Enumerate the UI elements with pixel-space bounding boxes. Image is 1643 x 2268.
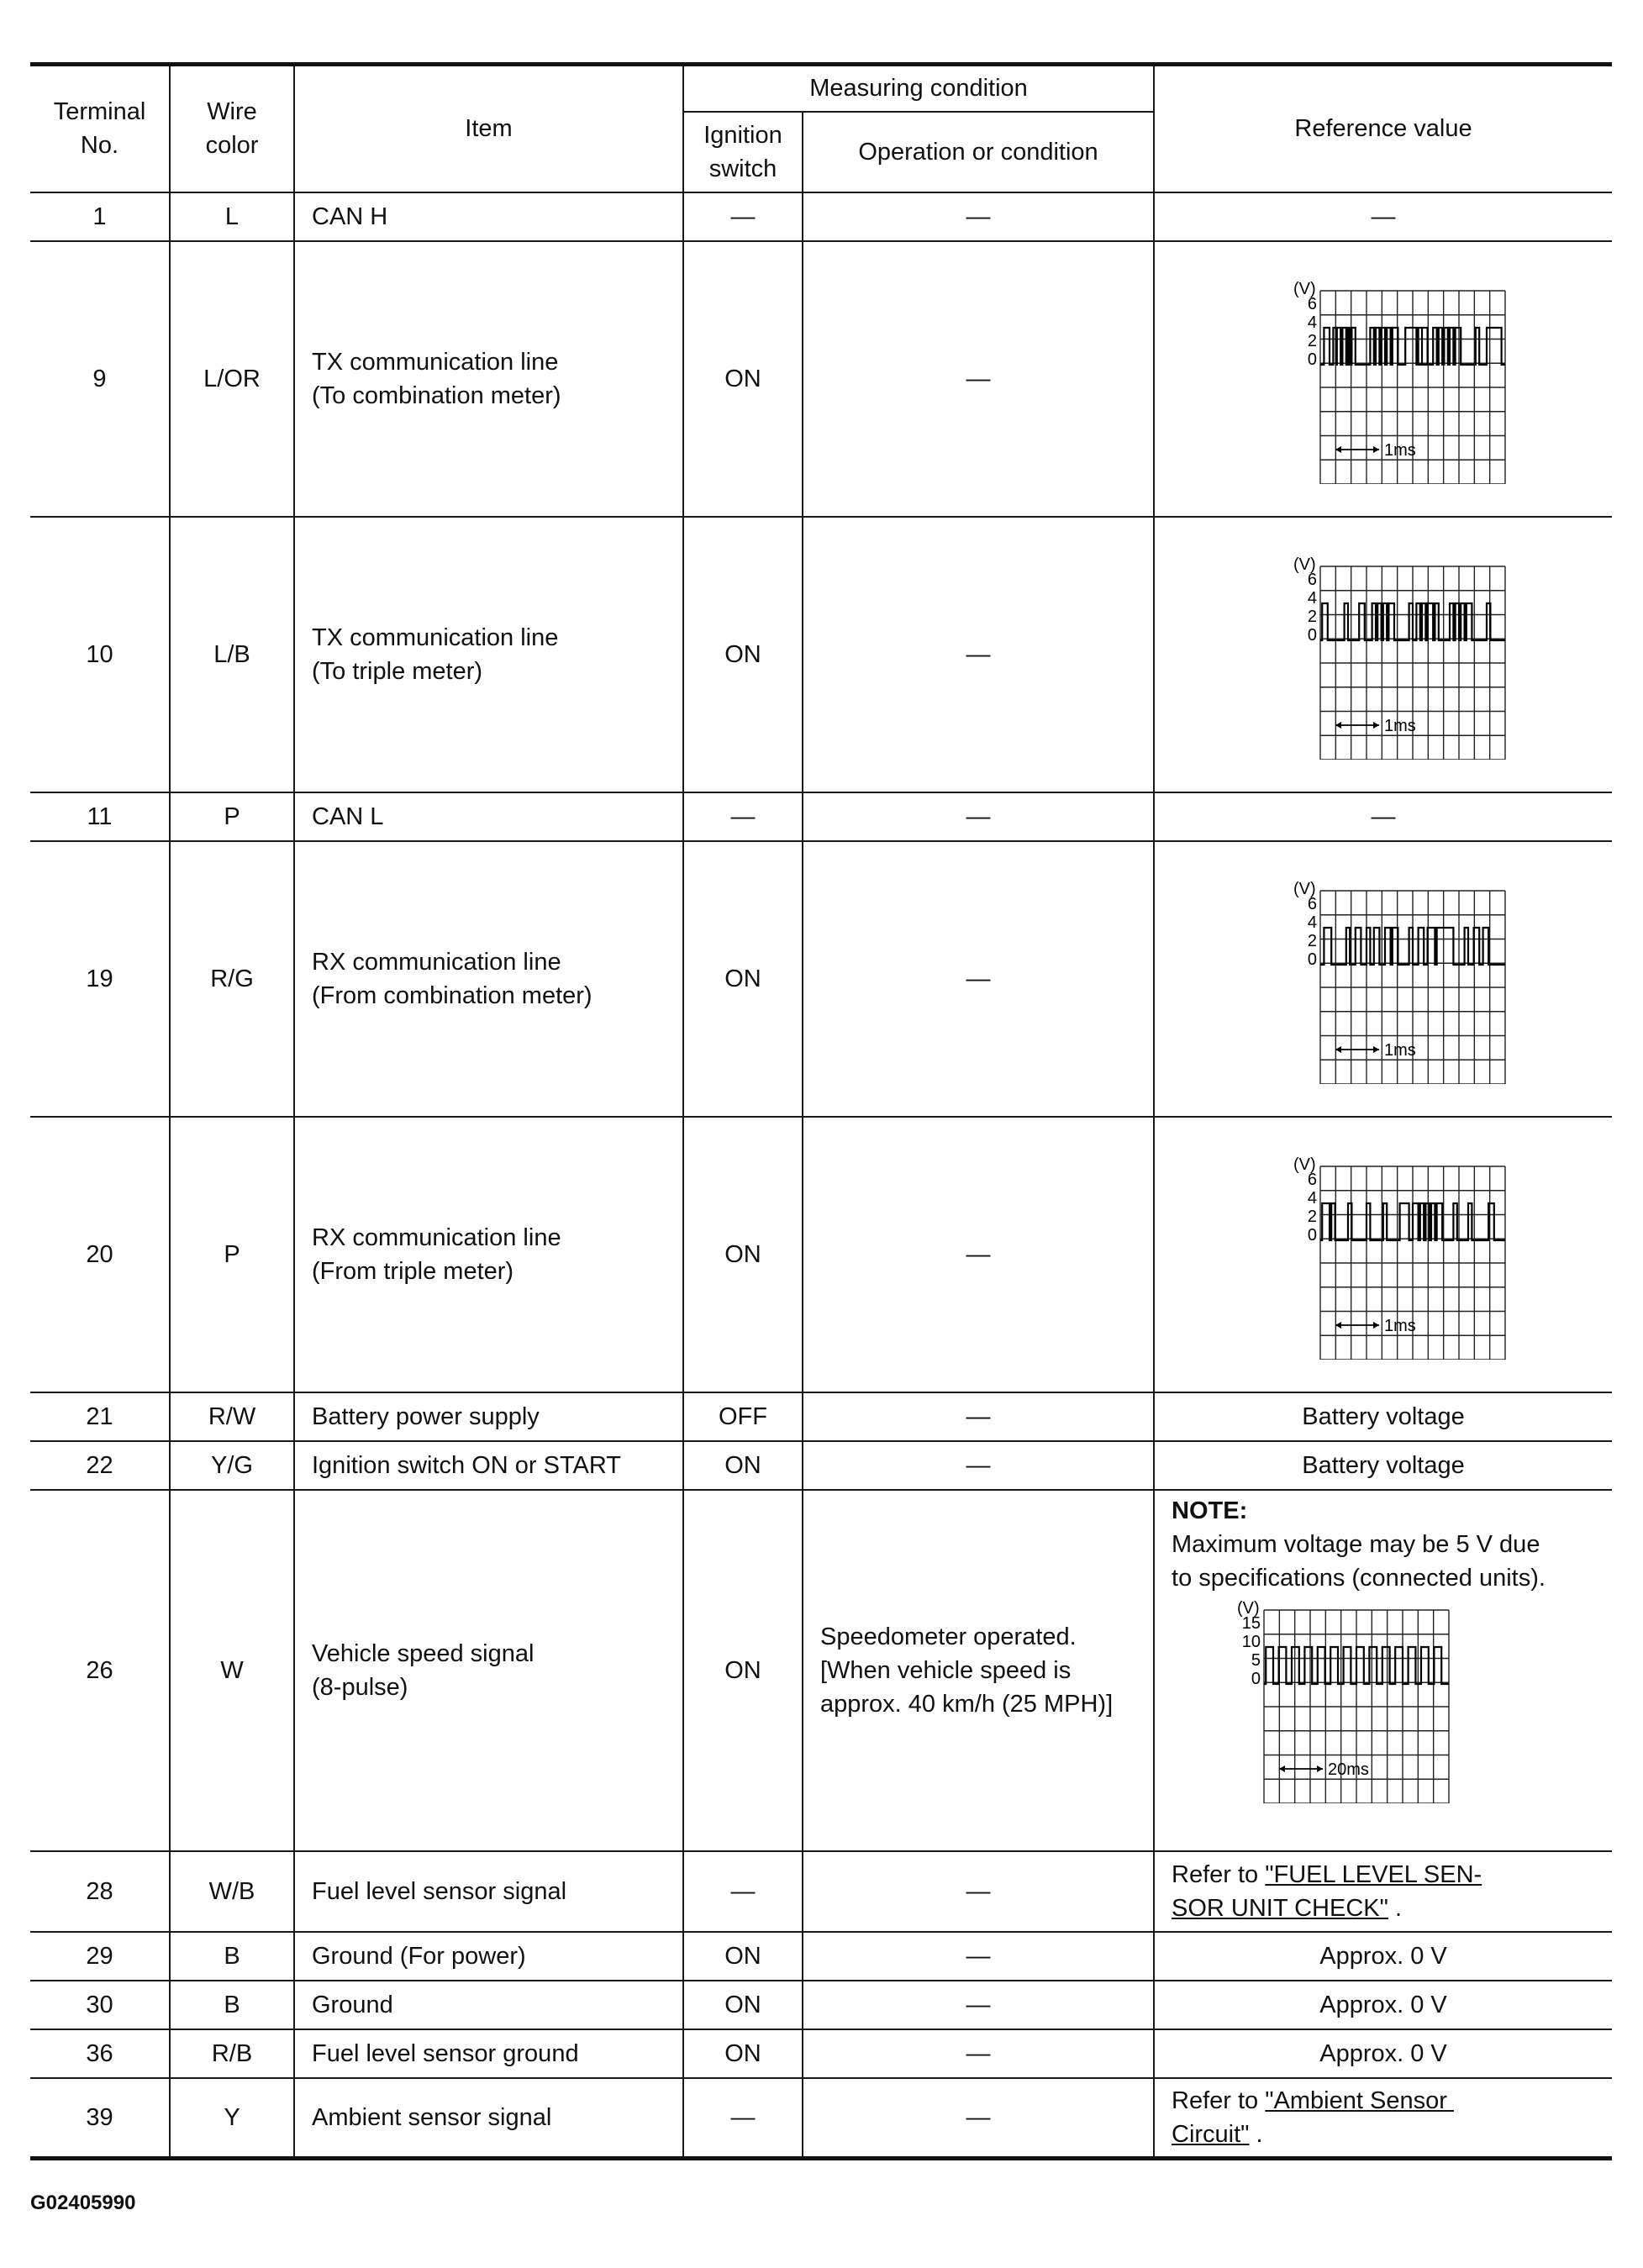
time-scale-label: 1ms: [1384, 440, 1416, 460]
y-tick-label: 10: [1241, 1632, 1261, 1651]
signal-trace: [1264, 1647, 1449, 1684]
reference-value: —: [1154, 192, 1612, 241]
table-row: [30, 1490, 1612, 1851]
wire-color: B: [170, 1981, 294, 2029]
operation-condition: [803, 1490, 1154, 1851]
reference-value: —: [1154, 792, 1612, 841]
arrow-head: [1335, 1322, 1341, 1329]
item-text-line: Fuel level sensor ground: [312, 2039, 579, 2067]
arrow-head: [1373, 1046, 1379, 1053]
item-description: [294, 792, 683, 841]
signal-trace: [1320, 603, 1505, 640]
operation-condition: —: [803, 192, 1154, 241]
operation-text-line: Speedometer operated.: [820, 1623, 1077, 1650]
signal-trace: [1320, 1203, 1505, 1240]
oscilloscope-waveform: [1188, 1593, 1466, 1803]
item-description: [294, 1932, 683, 1981]
operation-text-line: approx. 40 km/h (25 MPH)]: [820, 1690, 1114, 1718]
reference-value: [1154, 2078, 1612, 2159]
item-text-line: (8-pulse): [312, 1673, 408, 1701]
item-description: [294, 2029, 683, 2078]
terminal-no: 19: [30, 841, 170, 1117]
reference-value: Battery voltage: [1154, 1392, 1612, 1441]
reference-link[interactable]: "FUEL LEVEL SEN-: [1265, 1860, 1482, 1888]
y-tick-label: 5: [1251, 1650, 1261, 1670]
reference-value: Approx. 0 V: [1154, 1981, 1612, 2029]
header-ignition-switch: Ignition switch: [683, 112, 803, 192]
table-body: [30, 192, 1612, 2159]
terminal-no: 10: [30, 517, 170, 792]
ignition-switch-state: ON: [683, 1117, 803, 1392]
table-row: [30, 1932, 1612, 1981]
ignition-switch-state: OFF: [683, 1392, 803, 1441]
operation-condition: —: [803, 1932, 1154, 1981]
axis-unit: (V): [1293, 555, 1316, 574]
reference-prefix: Refer to: [1172, 1860, 1266, 1888]
y-tick-label: 0: [1251, 1669, 1261, 1688]
arrow-head: [1373, 446, 1379, 453]
terminal-no: 21: [30, 1392, 170, 1441]
terminal-no: 26: [30, 1490, 170, 1851]
ignition-switch-state: —: [683, 192, 803, 241]
wire-color: L/B: [170, 517, 294, 792]
ignition-switch-state: —: [683, 1851, 803, 1932]
oscilloscope-waveform: [1245, 1150, 1522, 1360]
ignition-switch-state: —: [683, 2078, 803, 2159]
table-row: [30, 241, 1612, 517]
header-measuring-condition: Measuring condition: [683, 65, 1154, 112]
reference-link[interactable]: SOR UNIT CHECK": [1172, 1894, 1388, 1922]
item-text-line: CAN H: [312, 203, 388, 230]
item-text-line: Ground (For power): [312, 1942, 526, 1970]
operation-condition: —: [803, 1392, 1154, 1441]
arrow-head: [1335, 722, 1341, 729]
y-tick-label: 0: [1307, 950, 1318, 969]
table-row: [30, 2078, 1612, 2159]
item-text-line: (From combination meter): [312, 981, 592, 1009]
ignition-switch-state: ON: [683, 517, 803, 792]
reference-value: [1154, 517, 1612, 792]
item-description: [294, 517, 683, 792]
y-tick-label: 2: [1307, 607, 1318, 626]
table-row: [30, 1117, 1612, 1392]
header-item: Item: [294, 65, 683, 192]
wire-color: R/W: [170, 1392, 294, 1441]
table-row: [30, 1851, 1612, 1932]
item-text-line: (From triple meter): [312, 1257, 514, 1285]
item-text-line: (To combination meter): [312, 382, 561, 409]
item-description: [294, 1490, 683, 1851]
reference-value: [1154, 1117, 1612, 1392]
reference-value: Battery voltage: [1154, 1441, 1612, 1490]
terminal-reference-table: [30, 62, 1612, 2160]
item-description: [294, 1117, 683, 1392]
oscilloscope-waveform: [1245, 550, 1522, 760]
y-tick-label: 0: [1307, 625, 1318, 645]
reference-value: [1154, 841, 1612, 1117]
table-row: [30, 792, 1612, 841]
reference-line: [1172, 1892, 1604, 1925]
operation-condition: —: [803, 517, 1154, 792]
terminal-no: 29: [30, 1932, 170, 1981]
wire-color: P: [170, 792, 294, 841]
reference-suffix: .: [1249, 2120, 1263, 2148]
ignition-switch-state: ON: [683, 1981, 803, 2029]
time-scale-label: 1ms: [1384, 1316, 1416, 1335]
terminal-no: 9: [30, 241, 170, 517]
ignition-switch-state: ON: [683, 241, 803, 517]
wire-color: B: [170, 1932, 294, 1981]
reference-line: [1172, 1858, 1604, 1892]
y-tick-label: 4: [1307, 1188, 1318, 1208]
y-tick-label: 6: [1307, 570, 1318, 589]
ignition-switch-state: ON: [683, 1932, 803, 1981]
table-row: [30, 1981, 1612, 2029]
axis-unit: (V): [1293, 1155, 1316, 1174]
reference-value: Approx. 0 V: [1154, 2029, 1612, 2078]
wire-color: R/B: [170, 2029, 294, 2078]
wire-color: W: [170, 1490, 294, 1851]
signal-trace: [1320, 928, 1505, 965]
y-tick-label: 6: [1307, 1170, 1318, 1189]
header-wire-color: Wire color: [170, 65, 294, 192]
item-text-line: RX communication line: [312, 948, 561, 976]
item-description: [294, 192, 683, 241]
note-text-line: to specifications (connected units).: [1172, 1564, 1546, 1592]
operation-condition: —: [803, 792, 1154, 841]
oscilloscope-waveform: [1245, 274, 1522, 484]
axis-unit: (V): [1293, 279, 1316, 298]
item-text-line: Vehicle speed signal: [312, 1639, 535, 1667]
reference-line: [1172, 2118, 1604, 2151]
arrow-head: [1335, 1046, 1341, 1053]
reference-value: [1154, 241, 1612, 517]
table-row: [30, 2029, 1612, 2078]
item-text-line: Battery power supply: [312, 1402, 540, 1430]
terminal-no: 20: [30, 1117, 170, 1392]
reference-value: Approx. 0 V: [1154, 1932, 1612, 1981]
item-description: [294, 1441, 683, 1490]
y-tick-label: 4: [1307, 588, 1318, 608]
item-text-line: RX communication line: [312, 1223, 561, 1251]
item-text-line: Ignition switch ON or START: [312, 1451, 621, 1479]
item-description: [294, 1851, 683, 1932]
item-description: [294, 1392, 683, 1441]
y-tick-label: 15: [1241, 1613, 1261, 1633]
reference-link[interactable]: Circuit": [1172, 2120, 1250, 2148]
item-text-line: Ground: [312, 1991, 393, 2018]
reference-prefix: Refer to: [1172, 2086, 1266, 2114]
item-description: [294, 841, 683, 1117]
ignition-switch-state: ON: [683, 1490, 803, 1851]
item-description: [294, 241, 683, 517]
item-text-line: Ambient sensor signal: [312, 2103, 552, 2131]
item-text-line: (To triple meter): [312, 657, 483, 685]
item-description: [294, 2078, 683, 2159]
item-text-line: Fuel level sensor signal: [312, 1877, 567, 1905]
table-row: [30, 1441, 1612, 1490]
table-row: [30, 517, 1612, 792]
operation-condition: —: [803, 241, 1154, 517]
y-tick-label: 0: [1307, 1225, 1318, 1245]
table-row: [30, 192, 1612, 241]
item-text-line: TX communication line: [312, 348, 559, 376]
terminal-no: 30: [30, 1981, 170, 2029]
y-tick-label: 6: [1307, 294, 1318, 313]
ignition-switch-state: ON: [683, 841, 803, 1117]
operation-condition: —: [803, 1981, 1154, 2029]
header-operation-condition: Operation or condition: [803, 112, 1154, 192]
header-terminal-no: Terminal No.: [30, 65, 170, 192]
wire-color: L: [170, 192, 294, 241]
terminal-no: 11: [30, 792, 170, 841]
wire-color: P: [170, 1117, 294, 1392]
wire-color: W/B: [170, 1851, 294, 1932]
table-row: [30, 841, 1612, 1117]
operation-condition: —: [803, 2078, 1154, 2159]
terminal-no: 28: [30, 1851, 170, 1932]
terminal-no: 36: [30, 2029, 170, 2078]
arrow-head: [1373, 1322, 1379, 1329]
time-scale-label: 1ms: [1384, 1040, 1416, 1060]
item-description: [294, 1981, 683, 2029]
header-reference-value: Reference value: [1154, 65, 1612, 192]
axis-unit: (V): [1237, 1598, 1260, 1618]
item-text-line: CAN L: [312, 802, 384, 830]
operation-text-line: [When vehicle speed is: [820, 1656, 1072, 1684]
operation-condition: —: [803, 1441, 1154, 1490]
note-title: NOTE:: [1172, 1497, 1248, 1524]
y-tick-label: 2: [1307, 1207, 1318, 1226]
oscilloscope-waveform: [1245, 874, 1522, 1084]
arrow-head: [1373, 722, 1379, 729]
arrow-head: [1335, 446, 1341, 453]
operation-condition: —: [803, 1851, 1154, 1932]
wire-color: Y/G: [170, 1441, 294, 1490]
wire-color: R/G: [170, 841, 294, 1117]
table-row: [30, 1392, 1612, 1441]
y-tick-label: 2: [1307, 331, 1318, 350]
reference-suffix: .: [1388, 1894, 1403, 1922]
reference-value: [1154, 1490, 1612, 1851]
y-tick-label: 6: [1307, 894, 1318, 913]
axis-unit: (V): [1293, 879, 1316, 898]
reference-line: [1172, 2084, 1604, 2118]
arrow-head: [1279, 1765, 1285, 1772]
reference-value: [1154, 1851, 1612, 1932]
figure-code: G02405990: [30, 2192, 136, 2214]
time-scale-label: 20ms: [1328, 1760, 1369, 1779]
terminal-no: 22: [30, 1441, 170, 1490]
y-tick-label: 4: [1307, 913, 1318, 932]
y-tick-label: 4: [1307, 313, 1318, 332]
operation-condition: —: [803, 2029, 1154, 2078]
arrow-head: [1317, 1765, 1323, 1772]
ignition-switch-state: ON: [683, 1441, 803, 1490]
time-scale-label: 1ms: [1384, 716, 1416, 735]
wire-color: L/OR: [170, 241, 294, 517]
terminal-no: 1: [30, 192, 170, 241]
item-text-line: TX communication line: [312, 624, 559, 651]
reference-link[interactable]: "Ambient Sensor: [1265, 2086, 1454, 2114]
terminal-no: 39: [30, 2078, 170, 2159]
wire-color: Y: [170, 2078, 294, 2159]
scope-holder: [1188, 1593, 1604, 1803]
note-text-line: Maximum voltage may be 5 V due: [1172, 1530, 1540, 1558]
ignition-switch-state: ON: [683, 2029, 803, 2078]
operation-condition: —: [803, 841, 1154, 1117]
ignition-switch-state: —: [683, 792, 803, 841]
operation-condition: —: [803, 1117, 1154, 1392]
y-tick-label: 2: [1307, 931, 1318, 950]
y-tick-label: 0: [1307, 350, 1318, 369]
